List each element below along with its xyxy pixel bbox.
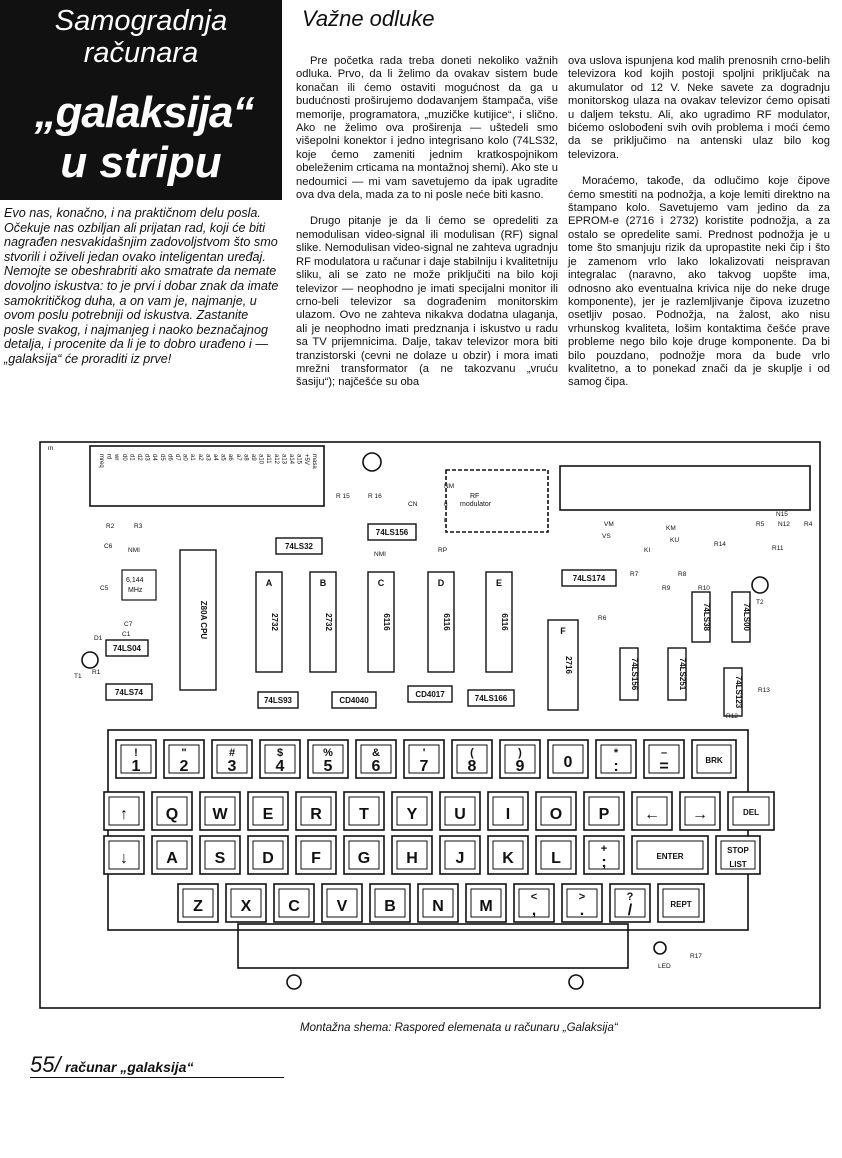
key-label: I: [505, 806, 511, 823]
key-label-top: ': [422, 747, 426, 759]
running-title: računar „galaksija“: [65, 1059, 194, 1075]
component-label: C6: [104, 543, 113, 550]
modulator-label-line-1: RF: [470, 493, 480, 500]
edge-pin-label: d4: [151, 454, 158, 461]
ic-chip-label: 74LS166: [474, 694, 508, 703]
edge-pin-label: a3: [204, 454, 211, 461]
key-label-top: +: [600, 843, 608, 855]
key-label-top: #: [228, 747, 236, 759]
component-label: C7: [124, 621, 133, 628]
body-column-2: [568, 55, 830, 403]
key-label: N: [432, 898, 444, 915]
component-label: C5: [100, 585, 109, 592]
key-label: A: [166, 850, 178, 867]
key-label: D: [262, 850, 274, 867]
crystal-label-line-2: MHz: [128, 587, 143, 594]
key-label-top: *: [613, 747, 619, 759]
key-label: 4: [275, 758, 285, 775]
section-heading: Važne odluke: [302, 6, 435, 31]
key-label-top: %: [323, 747, 333, 759]
ic-chip-label: 74LS93: [263, 696, 293, 705]
component-label: NMI: [128, 547, 140, 554]
edge-pin-label: a10: [257, 454, 264, 465]
key-label-top: STOP: [727, 846, 749, 855]
edge-pin-label: mreq: [98, 454, 104, 468]
modulator-label-line-2: modulator: [460, 501, 492, 508]
mounting-hole: [569, 975, 583, 989]
power-jack: [363, 453, 381, 471]
key-label: ↓: [120, 850, 128, 867]
edge-pin-label: d2: [136, 454, 142, 461]
ic-chip-label: Z80A CPU: [199, 600, 208, 640]
component-label: NMI: [374, 551, 386, 558]
key-label: 3: [227, 758, 237, 775]
ic-chip-label: 2716: [564, 656, 573, 674]
key-label: 8: [467, 758, 477, 775]
key-label: 0: [563, 754, 573, 771]
component-label: u: [444, 501, 448, 508]
component-label: R5: [756, 521, 765, 528]
ic-chip-label: CD4040: [339, 696, 369, 705]
key-label: E: [262, 806, 274, 823]
socket-letter: F: [560, 626, 566, 636]
body-column-1: [296, 55, 558, 403]
key-label: W: [212, 806, 228, 823]
edge-pin-label: a13: [280, 454, 287, 465]
key-label: H: [406, 850, 418, 867]
component-label: R3: [134, 523, 143, 530]
component-label: R7: [630, 571, 639, 578]
edge-pin-label: a8: [242, 454, 249, 461]
component-label: NM: [444, 483, 455, 490]
component-label: KI: [644, 547, 651, 554]
key-label: DEL: [743, 808, 759, 817]
key-label: P: [598, 806, 610, 823]
title-line-4: u stripu: [60, 138, 222, 187]
key-label: ENTER: [656, 852, 684, 861]
edge-pin-label: a1: [189, 454, 196, 461]
key-label: BRK: [705, 756, 723, 765]
key-label-top: >: [578, 891, 586, 903]
title-line-3: „galaksija“: [34, 88, 254, 137]
key-label-top: <: [530, 891, 538, 903]
key-label-top: ": [181, 747, 187, 759]
component-label: CN: [408, 501, 418, 508]
footer-rule: [30, 1077, 284, 1078]
key-label: U: [454, 806, 466, 823]
key-label-top: $: [276, 747, 284, 759]
key-label: S: [214, 850, 226, 867]
ic-chip-label: 74LS156: [375, 528, 409, 537]
page-number: 55/: [30, 1052, 61, 1077]
key-label: REPT: [670, 900, 692, 909]
ic-chip-label: 74LS00: [742, 602, 751, 632]
key-label: ;: [601, 854, 607, 871]
key-label: B: [384, 898, 396, 915]
key-label: L: [551, 850, 561, 867]
key-label: J: [455, 850, 465, 867]
key-label: .: [579, 902, 585, 919]
ic-chip-label: 74LS174: [572, 574, 606, 583]
edge-pin-label: a12: [272, 454, 279, 465]
component-label: VM: [604, 521, 614, 528]
board-layout-diagram: [38, 440, 822, 1010]
ic-chip-label: 2732: [270, 613, 279, 631]
key-label: K: [502, 850, 514, 867]
component-label: T1: [74, 673, 82, 680]
ic-chip-label: 74LS38: [702, 602, 711, 632]
key-label: 6: [371, 758, 381, 775]
edge-pin-label: a0: [181, 454, 188, 461]
key-label: 5: [323, 758, 333, 775]
component-label: N15: [776, 511, 788, 518]
ic-chip-label: 74LS156: [630, 657, 639, 691]
ic-chip-label: CD4017: [415, 690, 445, 699]
key-label: V: [336, 898, 348, 915]
component-label: R4: [804, 521, 813, 528]
key-label: 7: [419, 758, 429, 775]
key-label-top: –: [660, 747, 668, 759]
transistor-t2: [752, 577, 768, 593]
component-label: KM: [666, 525, 676, 532]
edge-pin-label: a7: [234, 454, 241, 461]
edge-pin-label: a4: [212, 454, 218, 461]
ic-chip-label: 74LS74: [114, 688, 144, 697]
ic-chip-label: 74LS123: [734, 675, 743, 709]
ic-chip-label: 74LS251: [678, 657, 687, 691]
title-line-1: Samogradnja: [54, 5, 228, 37]
component-label: R2: [106, 523, 115, 530]
edge-pin-label: a14: [288, 454, 294, 465]
component-label: LED: [658, 963, 671, 970]
edge-pin-label: d1: [128, 454, 135, 461]
mounting-hole: [287, 975, 301, 989]
edge-pin-label: a2: [196, 454, 203, 461]
key-label: 1: [131, 758, 141, 775]
body-paragraph: ova uslova ispunjena kod malih prenosnih crno-belih televizora kod kojih postoji spoljni priključak na akumulator od 12 V. Neke savete za dogradnju monitorskog ulaza na ovakav televizor ćemo opisati u daljem tekstu. Ali, ako ugradimo RF modulator, bićemo oslobođeni svih ovih problema i moći ćemo da se priključimo na antenski ulaz bilo kog televizora.: [568, 55, 830, 161]
body-paragraph: Drugo pitanje je da li ćemo se opredeliti za nemodulisan video-signal ili modulisan (RF) signal slike. Nemodulisan video-signal ne zahteva ugradnju RF modulatora u računar i daje stabilniju i kvalitetniju sliku, ali se zato ne može priključiti na bilo koji televizor — neophodno je imati specijalni monitor ili crno-beli televizor sa dograđenim monitorskim ulazom. Ovo ne zahteva nikakva dodatna ulaganja, ali je neophodno imati predznanja i iskustvo u radu sa TV prijemnicima. Dalje, takav televizor mora biti tranzistorski (cevni ne dolaze u obzir) i mora imati mrežni transformator (a ne takozvanu „vruću šasiju“); najčešće su oba: [296, 215, 558, 389]
ic-chip-label: 6116: [382, 613, 391, 631]
edge-pin-label: masa: [310, 454, 317, 469]
socket-letter: A: [265, 578, 273, 588]
key-label: Q: [165, 806, 179, 823]
body-paragraph: Pre početka rada treba doneti nekoliko važnih odluka. Prvo, da li želimo da ovakav sistem bude konačan ili ćemo ostaviti mogućnost da ga u budućnosti proširujemo dodavanjem štampača, više memorije, programatora, „muzičke kutijice“, i slično. Ako ne želimo ova proširenja — uštedeli smo višepolni konektor i jedno integrisano kolo (74LS32, koje ćemo zameniti jednim kratkospojnikom obeleženim crticama na montažnoj shemi). Ako ste u nedoumici — mi vam savetujemo da ipak ugradite ova dva dela, mada za to ni posle neće biti kasno.: [296, 55, 558, 202]
edge-pin-label: d7: [174, 454, 180, 461]
key-label: F: [311, 850, 321, 867]
edge-pin-label: +5V: [303, 454, 310, 465]
edge-pin-label: rd: [105, 454, 112, 460]
key-label-top: ?: [626, 891, 634, 903]
edge-pin-label: d3: [143, 454, 150, 461]
board-outline: [40, 442, 820, 1008]
key-label-top: &: [372, 747, 380, 759]
component-label: R13: [758, 687, 770, 694]
key-label-top: !: [134, 747, 138, 759]
component-label: R9: [662, 585, 671, 592]
key-label: C: [288, 898, 300, 915]
key-label: M: [479, 898, 493, 915]
key-label: ↑: [120, 806, 128, 823]
edge-pin-label: d6: [166, 454, 173, 461]
ic-chip-label: 6116: [442, 613, 451, 631]
component-label: N12: [778, 521, 790, 528]
edge-pin-label: a6: [227, 454, 234, 461]
key-label: :: [613, 758, 619, 775]
component-label: R14: [714, 541, 726, 548]
component-label: R10: [698, 585, 710, 592]
component-label: R8: [678, 571, 687, 578]
key-label: /: [627, 902, 633, 919]
key-label-top: (: [470, 747, 474, 759]
ic-chip-label: 6116: [500, 613, 509, 631]
key-label: T: [359, 806, 369, 823]
transistor-t1: [82, 652, 98, 668]
edge-pin-label: a5: [219, 454, 226, 461]
component-label: R 16: [368, 493, 382, 500]
component-label: C1: [122, 631, 131, 638]
component-label: R11: [772, 545, 784, 552]
lead-paragraph: Evo nas, konačno, i na praktičnom delu posla. Očekuje nas ozbiljan ali prijatan rad, koji će biti nagrađen nesvakidašnjim zadovoljstvom što smo stvorili i oživeli jedan ovako inteligentan uređaj. Nemojte se obeshrabriti ako smatrate da nemate dovoljno iskustva: to je prvi i dobar znak da imate samokritičkog duha, a on vam je, najmanje, u ovom poslu potrebniji od iskustva. Zastanite posle svakog, i najmanjeg i naoko beznačajnog detalja, i procenite da li je to dobro urađeno i — „galaksija“ će proraditi iz prve!: [4, 206, 279, 366]
edge-pin-label: d5: [158, 454, 165, 461]
led: [654, 942, 666, 954]
component-label: KU: [670, 537, 680, 544]
key-label: LIST: [729, 860, 747, 869]
component-label: i: [444, 517, 446, 524]
socket-letter: D: [437, 578, 445, 588]
key-label-top: ): [518, 747, 522, 759]
ic-chip-label: 2732: [324, 613, 333, 631]
key-label: ←: [644, 806, 660, 823]
key-label: ,: [531, 902, 537, 919]
component-label: VS: [602, 533, 611, 540]
component-label: R1: [92, 669, 101, 676]
socket-letter: B: [319, 578, 327, 588]
figure-caption: Montažna shema: Raspored elemenata u računaru „Galaksija“: [300, 1022, 618, 1034]
key-label: 2: [179, 758, 189, 775]
component-label: R17: [690, 953, 702, 960]
edge-pin-label: a9: [250, 454, 256, 461]
key-label: =: [659, 758, 669, 775]
key-label: G: [357, 850, 371, 867]
key-label: X: [240, 898, 252, 915]
key-label: 9: [515, 758, 525, 775]
component-label: m: [48, 445, 54, 452]
component-label: R6: [598, 615, 607, 622]
ic-chip: [180, 550, 216, 690]
key-label: Z: [193, 898, 203, 915]
ic-chip-label: 74LS32: [284, 542, 314, 551]
component-label: T2: [756, 599, 764, 606]
key-label: Y: [406, 806, 418, 823]
crystal-label-line-1: 6,144: [126, 577, 144, 584]
body-paragraph: Moraćemo, takođe, da odlučimo koje čipove ćemo smestiti na podnožja, a koje lemiti direktno na štampano kolo. Savetujemo vam jedino da za EPROM-e (2716 i 2732) koristite podnožja, a za ostalo se opredelite sami. Prednost podnožja je u tome što smanjuju rizik da upropastite neki čip i što je zamenom vrlo lako lokalizovati neispravan integralac (naravno, ako takvog uopšte ima, odnosno ako eventualna krivica nije do neke druge komponente), jer je razlemljivanje čipova izuzetno osetljiv posao. Podnožja, na žalost, ako nisu vrhunskog kvaliteta, lošim kontaktima češće prave probleme nego bilo koje druge komponente. Da bi bilo pouzdano, podnožje mora da bude vrlo kvalitetno, a to ponekad znači da je skuplje i od samog čipa.: [568, 175, 830, 389]
title-line-2: računara: [83, 37, 199, 69]
edge-pin-label: a11: [265, 454, 272, 464]
edge-pin-label: wr: [113, 454, 120, 461]
crystal: [122, 570, 156, 600]
socket-letter: E: [495, 578, 503, 588]
video-connector-block: [560, 466, 810, 510]
socket-letter: C: [377, 578, 385, 588]
key-label: →: [692, 806, 708, 823]
page-footer: [30, 1052, 193, 1078]
edge-pin-label: a15: [295, 454, 302, 465]
component-label: D1: [94, 635, 103, 642]
ic-chip-label: 74LS04: [112, 644, 142, 653]
edge-pin-label: d0: [120, 454, 127, 461]
key-label: R: [310, 806, 322, 823]
title-block: [0, 0, 282, 200]
component-label: R 15: [336, 493, 350, 500]
key-label: O: [549, 806, 563, 823]
component-label: R12: [726, 713, 738, 720]
component-label: RP: [438, 547, 448, 554]
